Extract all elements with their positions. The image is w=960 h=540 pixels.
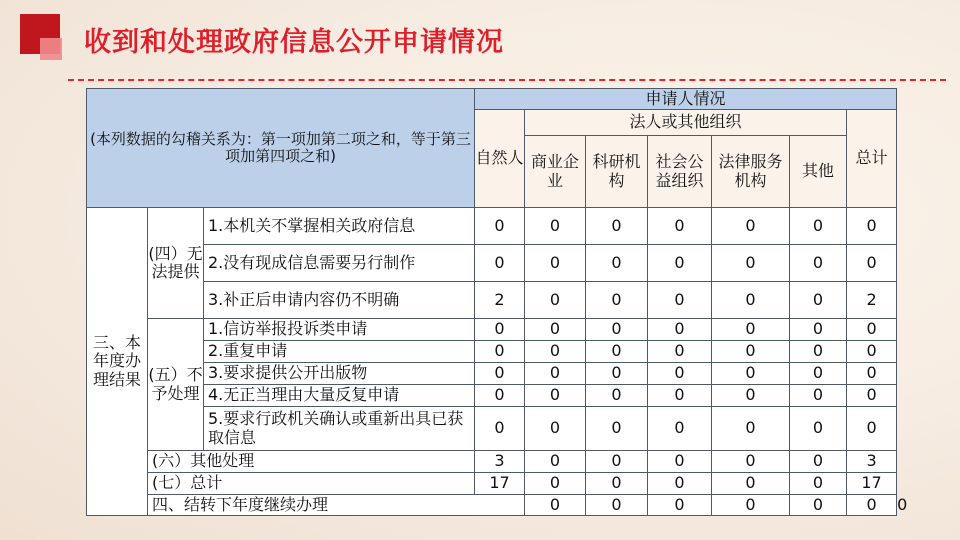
cell-value: 0	[790, 208, 847, 245]
cell-value: 0	[648, 473, 712, 495]
row-label: 1.本机关不掌握相关政府信息	[204, 208, 475, 245]
cell-value: 0	[586, 208, 648, 245]
cell-value: 0	[790, 473, 847, 495]
cell-value: 0	[586, 341, 648, 363]
cell-value: 0	[712, 407, 790, 451]
cell-value: 0	[712, 282, 790, 319]
header-note: (本列数据的勾稽关系为：第一项加第二项之和，等于第三项加第四项之和)	[87, 89, 475, 208]
cell-value: 0	[790, 407, 847, 451]
cell-value: 0	[790, 282, 847, 319]
row-label: 4.无正当理由大量反复申请	[204, 385, 475, 407]
other-label: (六）其他处理	[148, 451, 475, 473]
header-col-legal-service: 法律服务机构	[712, 136, 790, 208]
cell-value: 0	[586, 363, 648, 385]
cell-value: 0	[648, 282, 712, 319]
cell-value: 0	[586, 282, 648, 319]
cell-value: 0	[586, 319, 648, 341]
cell-value: 0	[586, 407, 648, 451]
cell-value: 0	[525, 473, 586, 495]
cell-value: 0	[712, 451, 790, 473]
total-label: (七）总计	[148, 473, 475, 495]
cell-value: 0	[712, 495, 790, 516]
cell-value: 0	[712, 341, 790, 363]
cell-value: 2	[847, 282, 897, 319]
cell-value: 0	[648, 495, 712, 516]
cell-value: 0	[847, 208, 897, 245]
cell-value: 0	[586, 451, 648, 473]
cell-value: 0	[790, 341, 847, 363]
cell-value: 0	[525, 245, 586, 282]
cell-value: 0	[712, 385, 790, 407]
cell-value: 0	[525, 341, 586, 363]
row-label: 3.要求提供公开出版物	[204, 363, 475, 385]
cell-value: 2	[475, 282, 525, 319]
cell-value: 0	[790, 451, 847, 473]
logo-square-light	[40, 38, 62, 60]
cell-value: 0	[648, 245, 712, 282]
cell-value: 0	[648, 385, 712, 407]
cell-value: 3	[475, 451, 525, 473]
header-legal-group: 法人或其他组织	[525, 110, 847, 136]
cell-value: 0	[648, 341, 712, 363]
header-col-research: 科研机构	[586, 136, 648, 208]
cell-value: 0	[475, 407, 525, 451]
cell-value: 0	[847, 495, 897, 516]
cell-value: 0	[847, 407, 897, 451]
cell-value: 0	[847, 385, 897, 407]
header-col-total: 总计	[847, 110, 897, 208]
statistics-table: (本列数据的勾稽关系为：第一项加第二项之和，等于第三项加第四项之和) 申请人情况 自然人 法人或其他组织 总计 商业企业 科研机构 社会公益组织 法律服务机构 其他 三、本年度办理结果 (四）无法提供 1.本机关不掌握相关政府信息 0 0 0 0 0 0 0 2.没有现成信息需要另行制作 0 0 0 0 0 0 0 3.补正后申请内容仍不明确 2 0 0 0 0 0 2 (五）不予处理 1.信访举报投诉类申请 0 0 0 0 0 0 0 2.重复申请 0 0 0 0 0 0 0 3.要求提供公开出版物 0 0 0 0 0 0 0 4.无正当理由大量反复申请 0 0 0 0 0 0 0 5.要求行政机关确认或重新出具已获取信息 0 0 0 0 0 0 0 (六）其他处理 3 0 0 0 0 0 3 (七）总计 17 0 0 0 0 0 17 四、结转下年度继续办理 0 0 0 0 0 0 0	[86, 88, 897, 516]
cell-value: 0	[712, 319, 790, 341]
cell-value: 0	[525, 363, 586, 385]
cell-value: 0	[712, 363, 790, 385]
header-col-public-welfare: 社会公益组织	[648, 136, 712, 208]
page-title: 收到和处理政府信息公开申请情况	[84, 27, 504, 58]
cell-value: 0	[790, 363, 847, 385]
group4-label: (四）无法提供	[148, 208, 204, 319]
cell-value: 0	[790, 385, 847, 407]
cell-value: 0	[475, 319, 525, 341]
cell-value: 3	[847, 451, 897, 473]
cell-value: 17	[475, 473, 525, 495]
title-divider	[68, 79, 946, 81]
cell-value: 0	[648, 451, 712, 473]
cell-value: 0	[586, 385, 648, 407]
cell-value: 0	[586, 473, 648, 495]
cell-value: 0	[475, 363, 525, 385]
cell-value: 0	[712, 473, 790, 495]
row-label: 1.信访举报投诉类申请	[204, 319, 475, 341]
cell-value: 0	[712, 245, 790, 282]
row-label: 2.重复申请	[204, 341, 475, 363]
cell-value: 0	[648, 363, 712, 385]
cell-value: 0	[648, 407, 712, 451]
cell-value: 0	[525, 495, 586, 516]
cell-value: 0	[525, 208, 586, 245]
row-label: 3.补正后申请内容仍不明确	[204, 282, 475, 319]
cell-value: 0	[847, 363, 897, 385]
cell-value: 0	[525, 451, 586, 473]
cell-value: 0	[525, 407, 586, 451]
cell-value: 0	[586, 495, 648, 516]
cell-value: 0	[790, 319, 847, 341]
cell-value: 0	[790, 495, 847, 516]
cell-value: 0	[525, 385, 586, 407]
cell-value: 0	[712, 208, 790, 245]
header-col-other: 其他	[790, 136, 847, 208]
cell-value: 0	[475, 385, 525, 407]
cell-value: 0	[475, 208, 525, 245]
header-col-natural-person: 自然人	[475, 110, 525, 208]
section4-label: 四、结转下年度继续办理	[148, 495, 525, 516]
section3-label: 三、本年度办理结果	[87, 208, 148, 516]
cell-value: 0	[648, 208, 712, 245]
cell-value: 0	[525, 319, 586, 341]
row-label: 5.要求行政机关确认或重新出具已获取信息	[204, 407, 475, 451]
cell-value: 0	[847, 245, 897, 282]
row-label: 2.没有现成信息需要另行制作	[204, 245, 475, 282]
cell-value: 0	[847, 319, 897, 341]
header-col-business: 商业企业	[525, 136, 586, 208]
cell-value: 0	[475, 245, 525, 282]
cell-value: 0	[586, 245, 648, 282]
cell-value: 0	[525, 282, 586, 319]
cell-value: 0	[790, 245, 847, 282]
header-applicant: 申请人情况	[475, 89, 897, 110]
group5-label: (五）不予处理	[148, 319, 204, 451]
cell-value: 0	[847, 341, 897, 363]
cell-value: 0	[475, 341, 525, 363]
cell-value: 0	[648, 319, 712, 341]
cell-value: 17	[847, 473, 897, 495]
